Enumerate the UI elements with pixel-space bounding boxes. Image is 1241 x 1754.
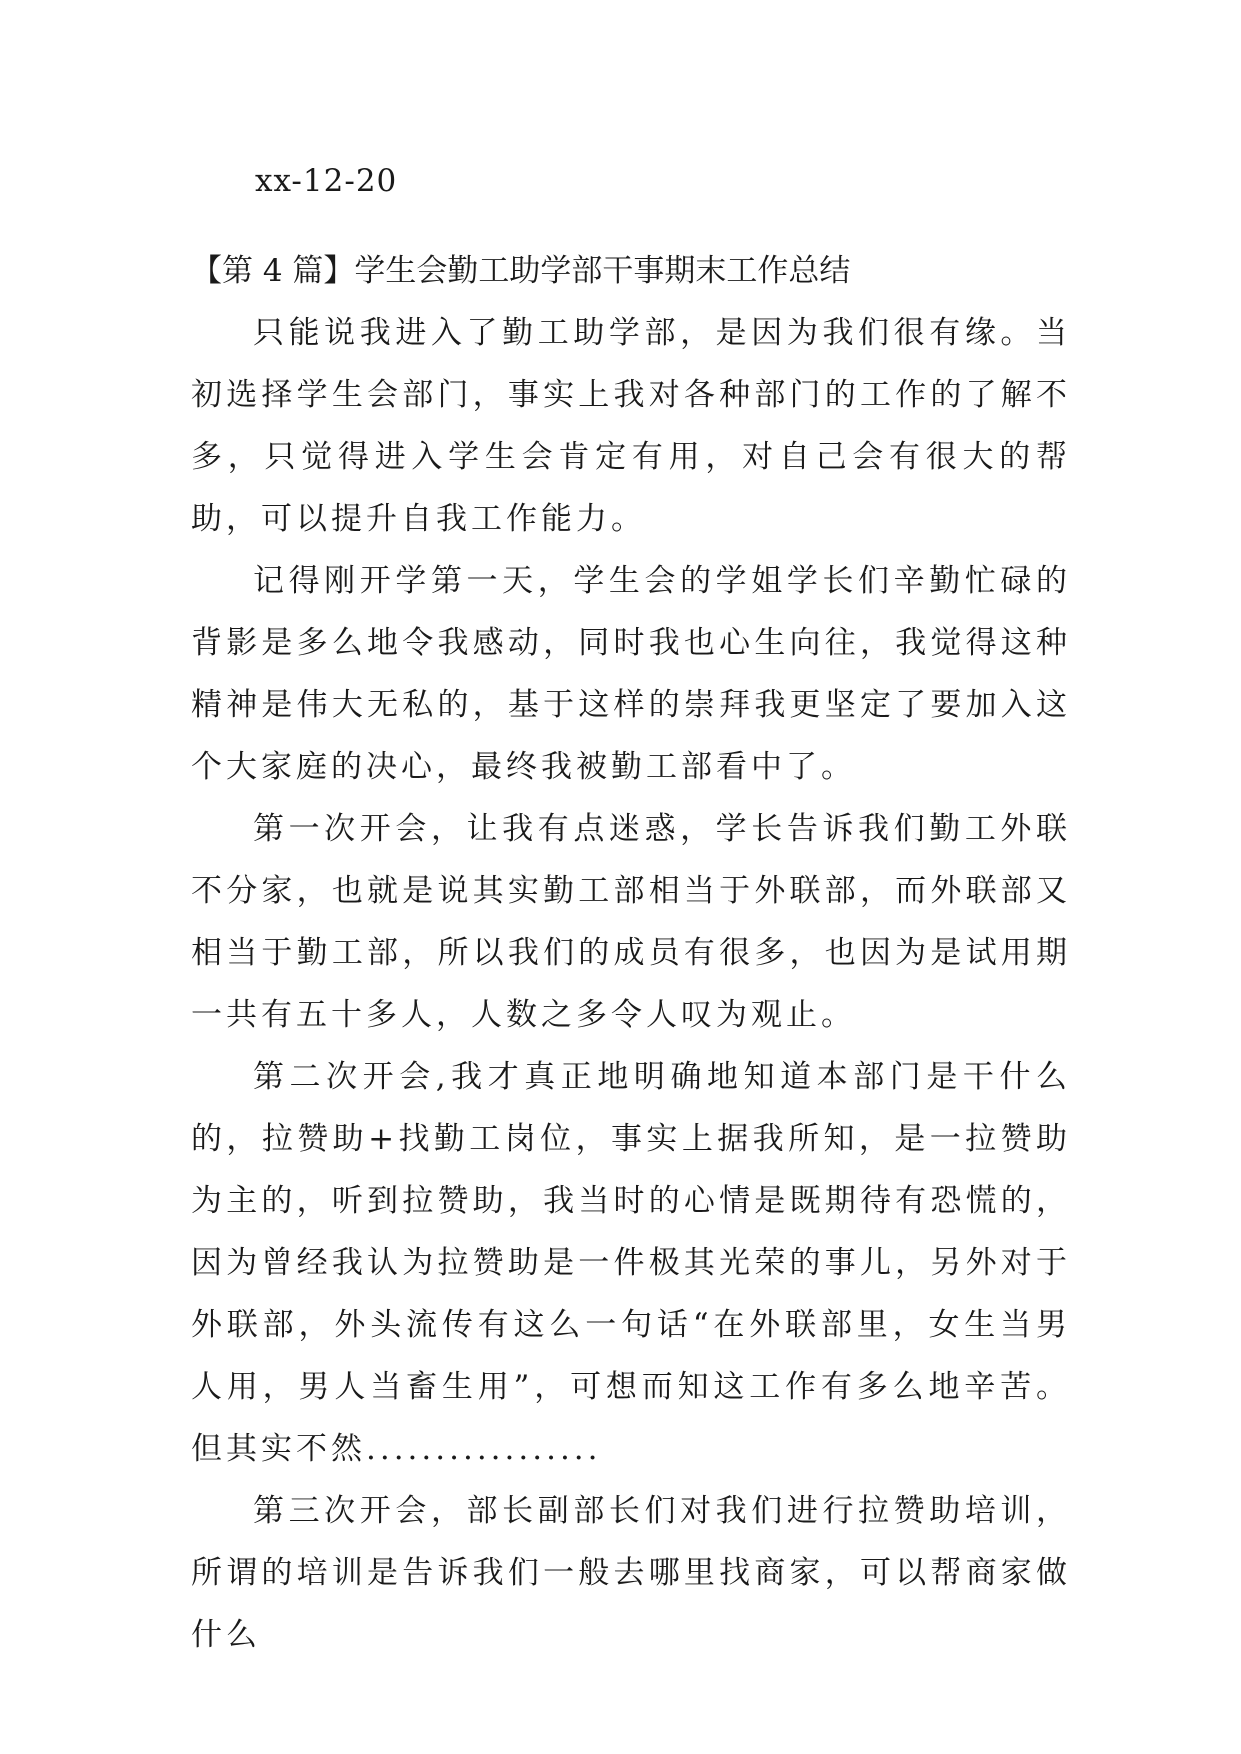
article-heading: 【第 4 篇】学生会勤工助学部干事期末工作总结: [191, 253, 851, 289]
paragraph-2: 记得刚开学第一天，学生会的学姐学长们辛勤忙碌的背影是多么地令我感动，同时我也心生向往，我觉得这种精神是伟大无私的，基于这样的崇拜我更坚定了要加入这个大家庭的决心，最终我被勤工部看中了。: [191, 563, 1071, 785]
paragraph-3: 第一次开会，让我有点迷惑，学长告诉我们勤工外联不分家，也就是说其实勤工部相当于外联部，而外联部又相当于勤工部，所以我们的成员有很多，也因为是试用期一共有五十多人，人数之多令人叹为观止。: [191, 811, 1071, 1033]
paragraph-5: 第三次开会，部长副部长们对我们进行拉赞助培训，所谓的培训是告诉我们一般去哪里找商家，可以帮商家做什么: [191, 1493, 1071, 1653]
paragraph-4: 第二次开会,我才真正地明确地知道本部门是干什么的，拉赞助+找勤工岗位，事实上据我所知，是一拉赞助为主的，听到拉赞助，我当时的心情是既期待有恐慌的，因为曾经我认为拉赞助是一件极其光荣的事儿，另外对于外联部，外头流传有这么一句话“在外联部里，女生当男人用，男人当畜生用”，可想而知这工作有多么地辛苦。但其实不然.................: [191, 1059, 1071, 1467]
document-body: [191, 150, 1071, 1666]
paragraph-1: 只能说我进入了勤工助学部，是因为我们很有缘。当初选择学生会部门，事实上我对各种部门的工作的了解不多，只觉得进入学生会肯定有用，对自己会有很大的帮助，可以提升自我工作能力。: [191, 315, 1071, 537]
date-line: xx-12-20: [255, 163, 398, 199]
